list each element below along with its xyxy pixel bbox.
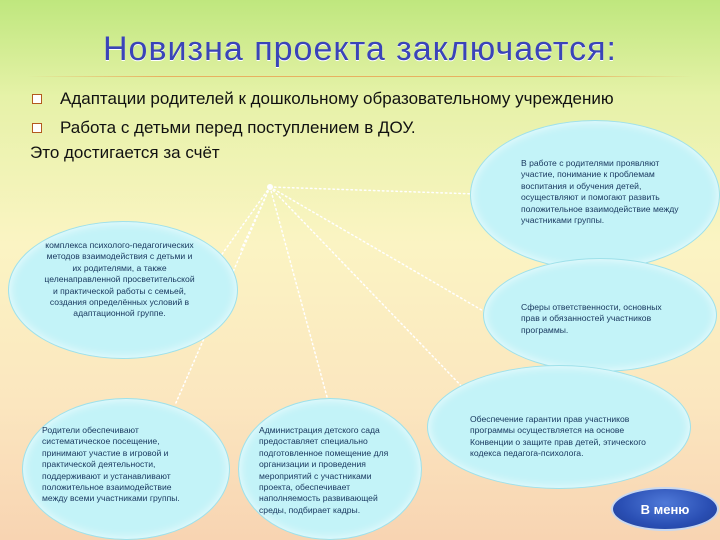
bubble-bottom-center-text: Администрация детского сада предоставляет специально подготовленное помещение для организации и проведения мероприятий с участниками проекта, обеспечивает наполняемость развивающей среды, подбирает кадры. bbox=[259, 425, 389, 515]
connector-line bbox=[240, 187, 270, 252]
bubble-mid-right-text: Сферы ответственности, основных прав и обязанностей участников программы. bbox=[521, 302, 662, 335]
connector-line bbox=[270, 187, 485, 312]
subline-text: Это достигается за счёт bbox=[30, 143, 220, 162]
menu-button[interactable]: В меню bbox=[611, 487, 719, 531]
bubble-top-right-text: В работе с родителями проявляют участие, понимание к проблемам воспитания и обучения детей, осуществляют и помогают развить положительное взаимодействие между участниками группы. bbox=[521, 158, 679, 226]
hub-dot bbox=[267, 184, 273, 190]
connector-line bbox=[270, 187, 470, 395]
connector-line bbox=[270, 187, 330, 408]
bullet-text: Адаптации родителей к дошкольному образовательному учреждению bbox=[60, 89, 614, 108]
bubble-bottom-left-text: Родители обеспечивают систематическое посещение, принимают участие в игровой и практической деятельности, поддерживают и устанавливают положительное взаимодействие между всеми участниками группы. bbox=[42, 425, 180, 504]
slide-title: Новизна проекта заключается: bbox=[103, 30, 617, 68]
bullet-text: Работа с детьми перед поступлением в ДОУ. bbox=[60, 118, 416, 137]
bubble-left-text: комплекса психолого-педагогических методов взаимодействия с детьми и их родителями, а также целенаправленной просветительской и практической работы с семьей, создания определённых условий в адаптационной группе. bbox=[44, 240, 195, 319]
bubble-bottom-right-text: Обеспечение гарантии прав участников программы осуществляется на основе Конвенции о защите прав детей, этического кодекса педагога-психолога. bbox=[470, 414, 646, 459]
